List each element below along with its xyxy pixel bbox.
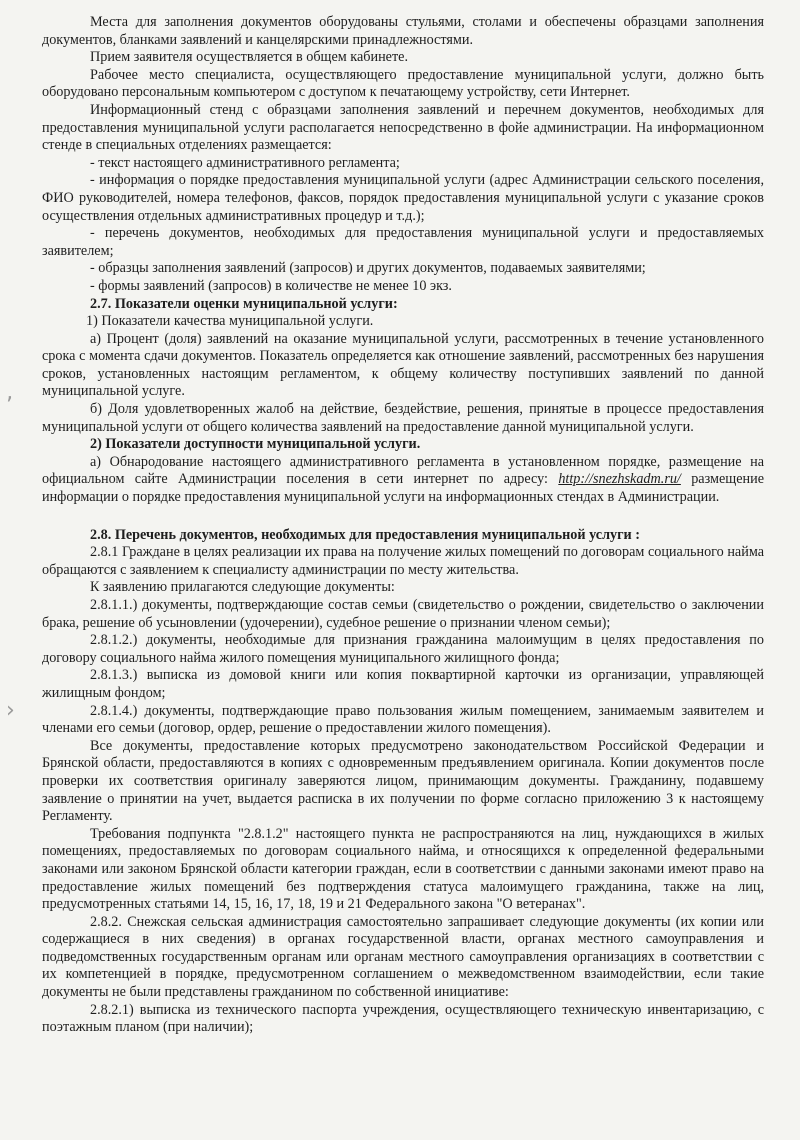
paragraph: 2.8.2. Снежская сельская администрация самостоятельно запрашивает следующие документы (их копии или содержащиеся в них сведения) в органах государственной власти, органах местного самоуправления и подведомственных государственным органам или органам местного самоуправления организациях в соответствии с их компетенцией в порядке, предусмотренном соглашением о межведомственном взаимодействии, если такие документы не были представлены гражданином по собственной инициативе: — [42, 913, 764, 1001]
paragraph: 2.8.1 Граждане в целях реализации их права на получение жилых помещений по договорам социального найма обращаются с заявлением к специалисту администрации по месту жительства. — [42, 544, 764, 578]
paragraph: Все документы, предоставление которых предусмотрено законодательством Российской Федерации и Брянской области, предоставляются в копиях с одновременным предъявлением оригинала. Копии документов после проверки их соответствия оригиналу заверяются лицом, принимающим документы. Гражданину, подавшему заявление о принятии на учет, выдается расписка в их получении по форме согласно приложению 3 к настоящему Регламенту. — [42, 737, 764, 825]
list-item: 2.8.1.4.) документы, подтверждающие право пользования жилым помещением, занимаемым заявителем и членами его семьи (договор, ордер, решение о предоставлении жилого помещения). — [42, 702, 764, 737]
margin-mark: ‚ — [6, 380, 13, 405]
subheading: 1) Показатели качества муниципальной услуги. — [86, 313, 374, 330]
section-heading: 2.7. Показатели оценки муниципальной услуги: — [90, 295, 398, 312]
site-link[interactable]: http://snezhskadm.ru/ — [558, 471, 681, 488]
list-item: 2.8.1.3.) выписка из домовой книги или копия поквартирной карточки из организации, управляющей жилищным фондом; — [42, 667, 764, 701]
paragraph: Прием заявителя осуществляется в общем кабинете. — [90, 49, 409, 66]
paragraph: К заявлению прилагаются следующие документы: — [90, 579, 395, 596]
section-heading: 2.8. Перечень документов, необходимых для предоставления муниципальной услуги : — [90, 526, 641, 543]
paragraph: Информационный стенд с образцами заполнения заявлений и перечнем документов, необходимых для предоставления муниципальной услуги располагается непосредственно в фойе администрации. На информационном стенде в специальных отделениях размещается: — [42, 101, 764, 154]
list-item: - информация о порядке предоставления муниципальной услуги (адрес Администрации сельского поселения, ФИО руководителей, номера телефонов, факсов, порядок предоставления муниципальной услуги с указание сроков осуществления отдельных административных процедур и т.д.); — [42, 172, 764, 224]
paragraph-text: а) Обнародование настоящего административного регламента в установленном порядке, размещение на официальном сайте Администрации поселения в сети интернет по адресу: — [42, 453, 764, 488]
paragraph-text: размещение информации о порядке предоставления муниципальной услуги на информационных стендах в Администрации. — [42, 471, 764, 506]
paragraph: Требования подпункта "2.8.1.2" настоящего пункта не распространяются на лиц, нуждающихся в жилых помещениях, предоставляемых по договорам социального найма, и относящихся к определенной федеральными законами или законом Брянской области категории граждан, если в соответствии с данными законами имеют право на предоставление жилых помещений без подтверждения статуса малоимущего гражданина, также на лиц, предусмотренных статьями 14, 15, 16, 17, 18, 19 и 21 Федерального закона "О ветеранах". — [42, 825, 764, 913]
list-item: - образцы заполнения заявлений (запросов) и других документов, подаваемых заявителями; — [90, 260, 646, 277]
list-item: 2.8.1.1.) документы, подтверждающие состав семьи (свидетельство о рождении, свидетельство о заключении брака, решение об усыновлении (удочерении), судебное решение о признании членом семьи); — [42, 597, 764, 631]
subheading: 2) Показатели доступности муниципальной услуги. — [90, 436, 421, 453]
list-item: 2.8.1.2.) документы, необходимые для признания гражданина малоимущим в целях предоставления по договору социального найма жилого помещения муниципального жилищного фонда; — [42, 632, 764, 666]
list-item: - перечень документов, необходимых для предоставления муниципальной услуги и предоставляемых заявителем; — [42, 225, 764, 259]
paragraph: б) Доля удовлетворенных жалоб на действие, бездействие, решения, принятые в процессе предоставления муниципальной услуги от общего количества заявлений на предоставление данной муниципальной услуги. — [42, 401, 764, 435]
margin-mark: › — [6, 698, 15, 723]
paragraph — [42, 454, 764, 507]
list-item: 2.8.2.1) выписка из технического паспорта учреждения, осуществляющего техническую инвентаризацию, с поэтажным планом (при наличии); — [42, 1001, 764, 1036]
spacer — [42, 507, 764, 527]
list-item: - формы заявлений (запросов) в количестве не менее 10 экз. — [90, 277, 452, 294]
paragraph: Рабочее место специалиста, осуществляющего предоставление муниципальной услуги, должно быть оборудовано персональным компьютером с доступом к печатающему устройству, сети Интернет. — [42, 66, 764, 101]
paragraph: Места для заполнения документов оборудованы стульями, столами и обеспечены образцами заполнения документов, бланками заявлений и канцелярскими принадлежностями. — [42, 14, 764, 48]
list-item: - текст настоящего административного регламента; — [90, 154, 400, 171]
paragraph: а) Процент (доля) заявлений на оказание муниципальной услуги, рассмотренных в течение установленного срока с момента сдачи документов. Показатель определяется как отношение заявлений, рассмотренных без нарушения сроков, установленных настоящим регламентом, к общему количеству поступивших заявлений по данной муниципальной услуге. — [42, 330, 764, 400]
